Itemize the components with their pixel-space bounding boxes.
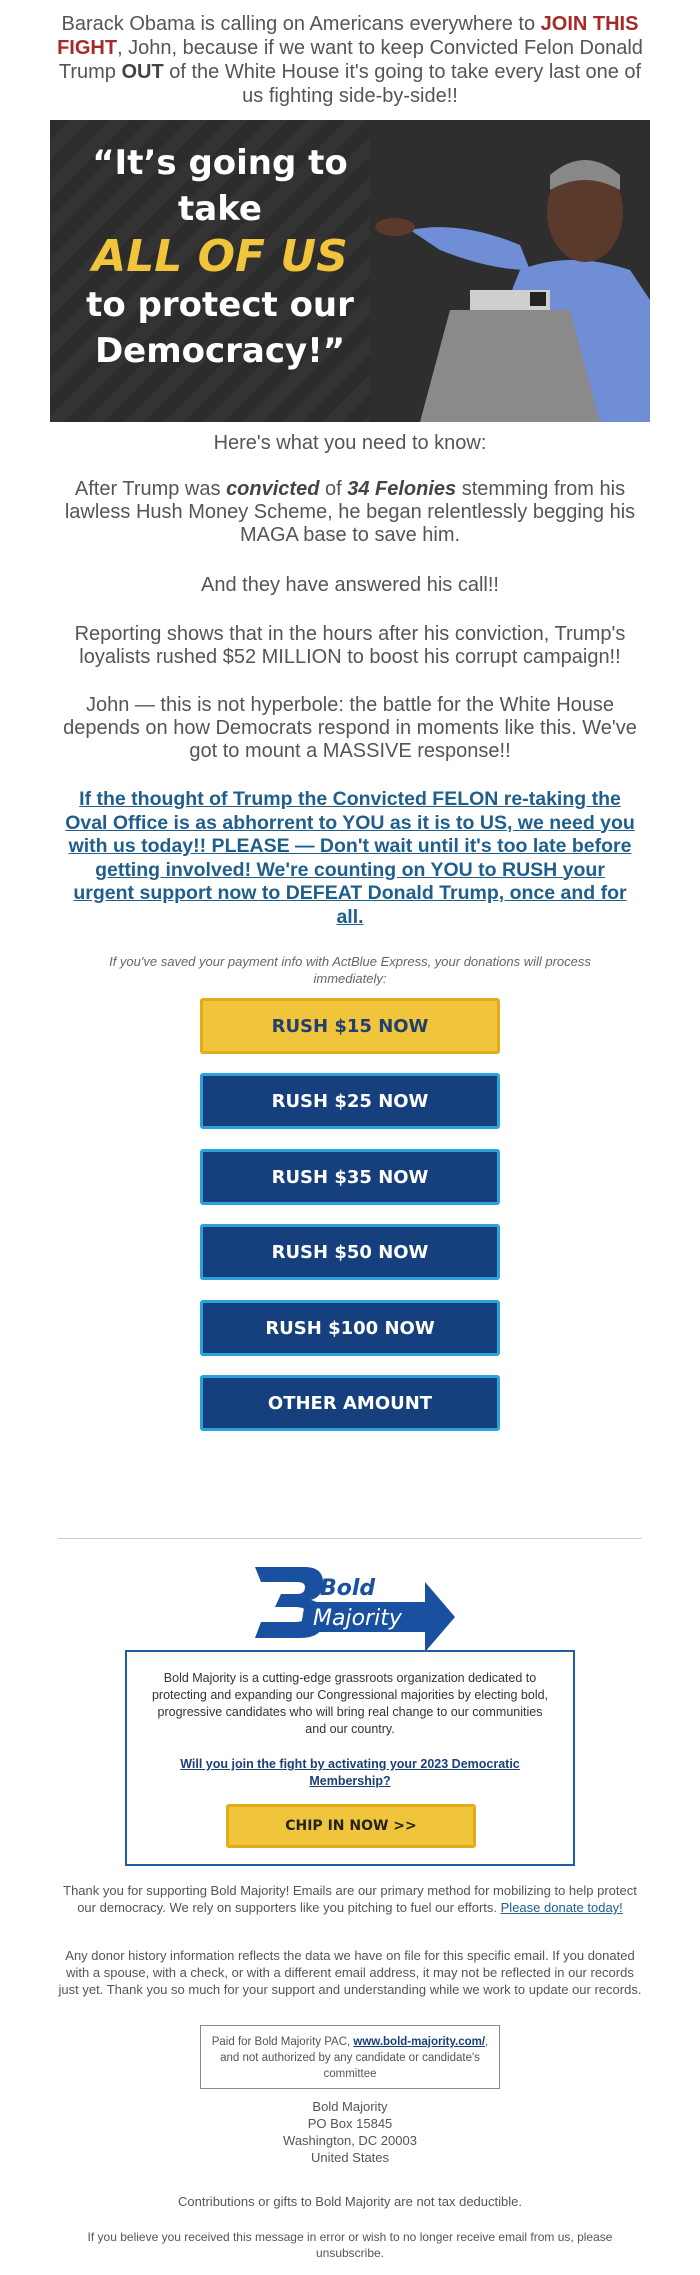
hero-quote-line: to protect our	[86, 285, 354, 325]
membership-link[interactable]: Will you join the fight by activating your 2023 Democratic Membership?	[180, 1757, 520, 1788]
body-paragraph: Reporting shows that in the hours after his conviction, Trump's loyalists rushed $52 MILLION to boost his corrupt campaign!!	[74, 623, 626, 668]
body-paragraph: And they have answered his call!!	[201, 574, 499, 596]
address-line: Bold Majority	[312, 2099, 388, 2114]
body-intro-line: Here's what you need to know:	[213, 432, 487, 454]
body-paragraph	[55, 478, 645, 547]
speaker-photo	[370, 120, 650, 422]
logo-text-majority: Majority	[313, 1606, 402, 1631]
body-paragraph: John — this is not hyperbole: the battle for the White House depends on how Democrats respond in moments like this. We've got to mount a MASSIVE response!!	[63, 694, 637, 762]
intro-text: Barack Obama is calling on Americans everywhere to	[61, 13, 541, 35]
organization-box	[125, 1650, 575, 1866]
donate-25-button[interactable]: RUSH $25 NOW	[200, 1073, 500, 1129]
address-line: PO Box 15845	[307, 2116, 393, 2131]
chip-in-button[interactable]: CHIP IN NOW >>	[226, 1804, 476, 1848]
intro-bold: OUT	[121, 61, 164, 83]
hero-quote-line: Democracy!”	[94, 331, 346, 371]
logo-text-bold: Bold	[320, 1576, 376, 1601]
disclaimer-text: , and not authorized by any candidate or candidate's committee	[220, 2036, 489, 2080]
mailing-address	[200, 2098, 500, 2166]
donate-35-button[interactable]: RUSH $35 NOW	[200, 1149, 500, 1205]
body-text: After Trump was	[74, 478, 227, 500]
unsubscribe-notice[interactable]: If you believe you received this message in error or wish to no longer receive email from us, please unsubscribe.	[87, 2230, 613, 2260]
address-line: Washington, DC 20003	[283, 2133, 417, 2148]
bold-majority-logo[interactable]	[245, 1552, 455, 1652]
donate-50-button[interactable]: RUSH $50 NOW	[200, 1224, 500, 1280]
intro-paragraph	[55, 12, 645, 108]
donor-history-paragraph: Any donor history information reflects the data we have on file for this specific email. If you donated with a spouse, with a check, or with a different email address, it may not be reflected in our records just yet. Thank you so much for your support and understanding while we work to update our records.	[58, 1948, 642, 1997]
intro-highlight: JOIN THIS FIGHT	[57, 13, 639, 59]
disclaimer-text: Paid for Bold Majority PAC,	[211, 2036, 354, 2048]
tax-disclaimer: Contributions or gifts to Bold Majority are not tax deductible.	[178, 2194, 522, 2209]
intro-text: of the White House it's going to take every last one of us fighting side-by-side!!	[163, 61, 642, 107]
body-emphasis: 34 Felonies	[347, 478, 457, 500]
paid-for-disclaimer	[200, 2025, 500, 2089]
body-emphasis: convicted	[226, 478, 320, 500]
donate-100-button[interactable]: RUSH $100 NOW	[200, 1300, 500, 1356]
section-divider	[58, 1538, 642, 1539]
hero-quote-line: take	[178, 189, 262, 229]
donate-15-button[interactable]: RUSH $15 NOW	[200, 998, 500, 1054]
body-text: of	[319, 478, 348, 500]
hero-banner[interactable]	[50, 120, 650, 422]
address-line: United States	[310, 2150, 390, 2165]
thanks-paragraph	[55, 1882, 645, 1916]
hero-quote	[70, 140, 370, 374]
other-amount-button[interactable]: OTHER AMOUNT	[200, 1375, 500, 1431]
organization-description: Bold Majority is a cutting-edge grassroots organization dedicated to protecting and expanding our Congressional majorities by electing bold, progressive candidates who will bring real change to our communities and our country.	[151, 1671, 549, 1736]
urgent-support-link[interactable]: If the thought of Trump the Convicted FELON re-taking the Oval Office is as abhorrent to YOU as it is to US, we need you with us today!! PLEASE — Don't wait until it's too late before getting involved! We're counting on YOU to RUSH your urgent support now to DEFEAT Donald Trump, once and for all.	[65, 788, 635, 928]
hero-quote-line: “It’s going to	[92, 143, 348, 183]
hero-quote-highlight: ALL OF US	[92, 231, 348, 282]
website-link[interactable]: www.bold-majority.com/	[353, 2036, 486, 2048]
actblue-note: If you've saved your payment info with ActBlue Express, your donations will process immediately:	[109, 954, 591, 986]
thanks-text: Thank you for supporting Bold Majority! Emails are our primary method for mobilizing to help protect our democracy. We rely on supporters like you pitching to fuel our efforts.	[63, 1883, 637, 1915]
intro-text: , John, because if we want to keep Convicted Felon Donald Trump	[58, 37, 643, 83]
body-text: stemming from his lawless Hush Money Scheme, he began relentlessly begging his MAGA base to save him.	[64, 478, 636, 546]
donate-link[interactable]: Please donate today!	[500, 1900, 623, 1915]
